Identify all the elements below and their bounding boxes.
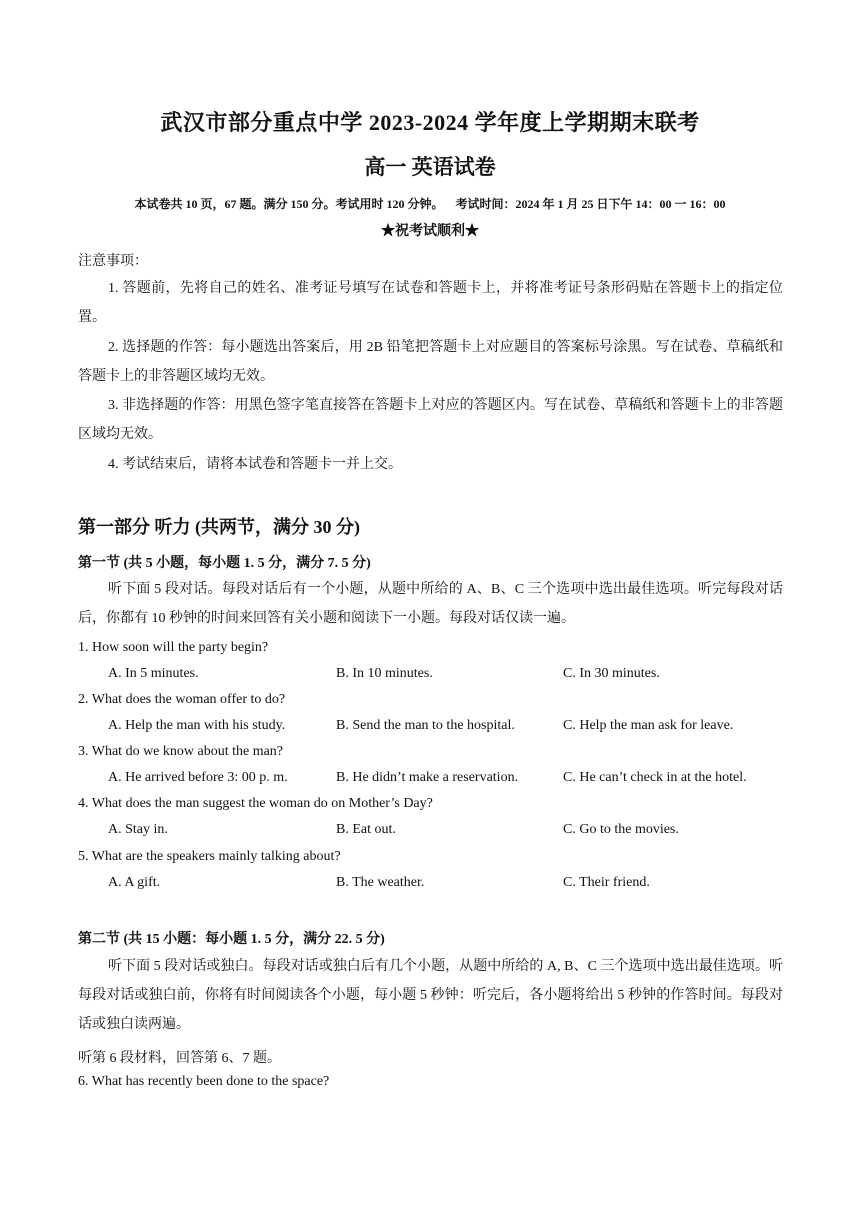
exam-subtitle: 高一 英语试卷	[364, 155, 496, 179]
question-4-option-b: B. Eat out.	[336, 822, 396, 837]
question-3-option-c: C. He can’t check in at the hotel.	[563, 770, 747, 785]
question-1-option-a: A. In 5 minutes.	[108, 666, 199, 681]
question-2-option-c: C. Help the man ask for leave.	[563, 718, 734, 733]
notes-item-1: 1. 答题前，先将自己的姓名、准考证号填写在试卷和答题卡上，并将准考证号条形码贴在答题卡上的指定位置。	[78, 281, 783, 325]
section2-heading: 第二节 (共 15 小题：每小题 1. 5 分，满分 22. 5 分)	[78, 932, 385, 947]
section2-instructions: 听下面 5 段对话或独白。每段对话或独白后有几个小题，从题中所给的 A, B、C 三个选项中选出最佳选项。听每段对话或独白前，你将有时间阅读各个小题，每小题 5 秒钟：听完后，各小题将给出 5 秒钟的作答时间。每段对话或独白读两遍。	[78, 959, 783, 1032]
section1-instructions: 听下面 5 段对话。每段对话后有一个小题，从题中所给的 A、B、C 三个选项中选出最佳选项。听完每段对话后，你都有 10 秒钟的时间来回答有关小题和阅读下一小题。每段对话仅读一遍。	[78, 582, 783, 626]
question-3-option-a: A. He arrived before 3: 00 p. m.	[108, 770, 288, 785]
question-4: 4. What does the man suggest the woman do on Mother’s Day?	[78, 796, 433, 811]
question-5: 5. What are the speakers mainly talking about?	[78, 849, 341, 864]
question-3-option-b: B. He didn’t make a reservation.	[336, 770, 519, 785]
section2-material: 听第 6 段材料，回答第 6、7 题。	[78, 1051, 281, 1066]
question-2: 2. What does the woman offer to do?	[78, 692, 286, 707]
question-2-option-b: B. Send the man to the hospital.	[336, 718, 515, 733]
question-5-option-a: A. A gift.	[108, 875, 161, 890]
notes-item-3: 3. 非选择题的作答：用黑色签字笔直接答在答题卡上对应的答题区内。写在试卷、草稿纸和答题卡上的非答题区域均无效。	[78, 398, 783, 442]
notes-item-4: 4. 考试结束后，请将本试卷和答题卡一并上交。	[108, 457, 402, 472]
section1-heading: 第一节 (共 5 小题，每小题 1. 5 分，满分 7. 5 分)	[78, 556, 371, 571]
question-6: 6. What has recently been done to the space?	[78, 1074, 330, 1089]
question-5-option-b: B. The weather.	[336, 875, 425, 890]
question-4-option-c: C. Go to the movies.	[563, 822, 679, 837]
question-1: 1. How soon will the party begin?	[78, 640, 269, 655]
question-4-option-a: A. Stay in.	[108, 822, 168, 837]
exam-info: 本试卷共 10 页，67 题。满分 150 分。考试用时 120 分钟。 考试时间：2024 年 1 月 25 日下午 14：00 一 16：00	[134, 197, 726, 211]
notes-item-2: 2. 选择题的作答：每小题选出答案后，用 2B 铅笔把答题卡上对应题目的答案标号涂黑。写在试卷、草稿纸和答题卡上的非答题区域均无效。	[78, 340, 783, 384]
question-5-option-c: C. Their friend.	[563, 875, 650, 890]
exam-title: 武汉市部分重点中学 2023-2024 学年度上学期期末联考	[160, 110, 700, 135]
question-3: 3. What do we know about the man?	[78, 744, 284, 759]
question-2-option-a: A. Help the man with his study.	[108, 718, 286, 733]
question-1-option-b: B. In 10 minutes.	[336, 666, 433, 681]
notes-label: 注意事项：	[78, 254, 148, 269]
question-1-option-c: C. In 30 minutes.	[563, 666, 660, 681]
exam-wish: ★祝考试顺利★	[381, 224, 479, 239]
part1-heading: 第一部分 听力 (共两节，满分 30 分)	[78, 517, 360, 537]
